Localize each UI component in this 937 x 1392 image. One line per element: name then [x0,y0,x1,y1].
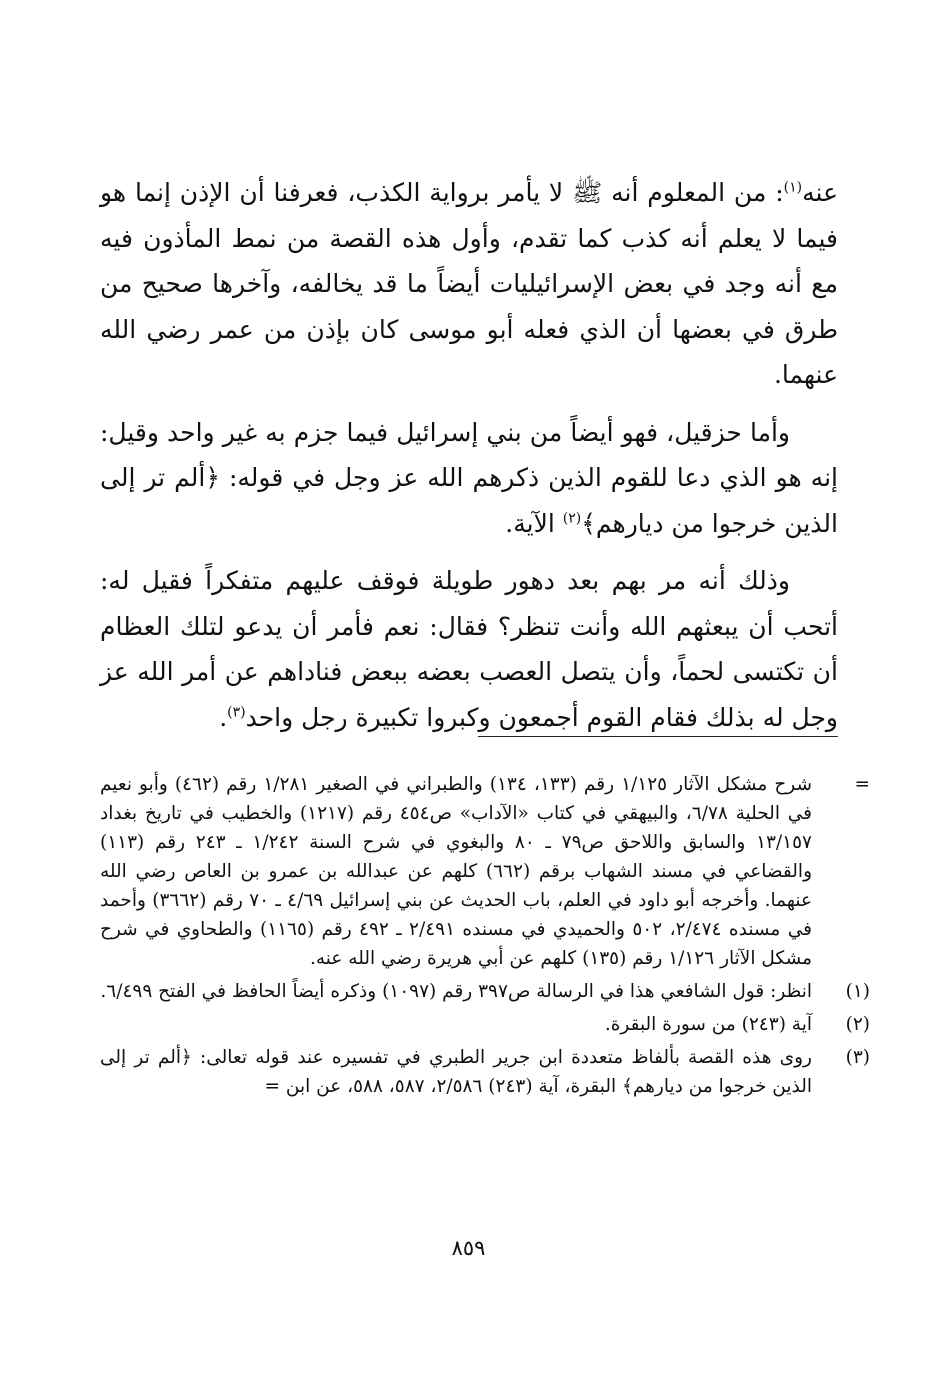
paragraph-2 [100,410,838,547]
footnote-2 [100,1010,870,1039]
paragraph-1-start: عنه [802,178,838,207]
footnote-ref-3[interactable]: (٣) [227,704,246,721]
footnotes-block [100,770,870,1105]
main-text-block [100,170,838,752]
footnote-text: روى هذه القصة بألفاظ متعددة ابن جرير الطبري في تفسيره عند قوله تعالى: ﴿ألم تر إلى الذين خرجوا من ديارهم﴾ البقرة، آية (٢٤٣) ٢/٥٨٦، ٥٨٧، ٥٨٨، عن ابن = [100,1047,812,1097]
paragraph-2-end: الآية. [505,508,563,538]
footnote-divider [478,736,838,737]
footnote-text: آية (٢٤٣) من سورة البقرة. [604,1014,812,1035]
paragraph-3-text: وذلك أنه مر بهم بعد دهور طويلة فوقف عليهم متفكراً فقيل له: أتحب أن يبعثهم الله وأنت تنظر؟ فقال: نعم فأمر أن يدعو لتلك العظام أن تكتسى لحماً، وأن يتصل العصب بعضه ببعض فناداهم عن أمر الله عز وجل له بذلك فقام القوم أجمعون وكبروا تكبيرة رجل واحد [100,566,838,732]
footnote-3 [100,1043,870,1101]
footnote-number: (١) [845,981,870,1002]
footnote-ref-2[interactable]: (٢) [562,510,582,527]
paragraph-3 [100,558,838,740]
footnote-1 [100,977,870,1006]
continuation-mark: = [854,774,870,795]
footnote-number: (٢) [845,1014,870,1035]
footnote-number: (٣) [845,1047,870,1068]
footnote-ref-1[interactable]: (١) [783,179,803,196]
footnote-text: انظر: قول الشافعي هذا في الرسالة ص٣٩٧ رقم (١٠٩٧) وذكره أيضاً الحافظ في الفتح ٦/٤٩٩. [100,981,812,1002]
paragraph-2-text: وأما حزقيل، فهو أيضاً من بني إسرائيل فيما جزم به غير واحد وقيل: إنه هو الذي دعا للقوم الذين ذكرهم الله عز وجل في قوله: ﴿ألم تر إلى الذين خرجوا من ديارهم﴾ [100,417,838,538]
page-number: ٨٥٩ [451,1236,486,1260]
paragraph-1-text: : من المعلوم أنه ﷺ لا يأمر برواية الكذب، فعرفنا أن الإذن إنما هو فيما لا يعلم أنه كذب كما تقدم، وأول هذه القصة من نمط المأذون فيه مع أنه وجد في بعض الإسرائيليات أيضاً ما قد يخالفه، وآخرها صحيح من طرق في بعضها أن الذي فعله أبو موسى كان بإذن من عمر رضي الله عنهما. [100,178,838,389]
paragraph-1 [100,170,838,398]
footnote-continuation [100,770,870,973]
paragraph-3-end: . [219,702,228,732]
continuation-text: شرح مشكل الآثار ١/١٢٥ رقم (١٣٣، ١٣٤) والطبراني في الصغير ١/٢٨١ رقم (٤٦٢) وأبو نعيم في الحلية ٦/٧٨، والبيهقي في كتاب «الآداب» ص٤٥٤ رقم (١٢١٧) والخطيب في تاريخ بغداد ١٣/١٥٧ والسابق واللاحق ص٧٩ ـ ٨٠ والبغوي في شرح السنة ١/٢٤٢ ـ ٢٤٣ رقم (١١٣) والقضاعي في مسند الشهاب برقم (٦٦٢) كلهم عن عبدالله بن عمرو بن العاص رضي الله عنهما. وأخرجه أبو داود في العلم، باب الحديث عن بني إسرائيل ٤/٦٩ ـ ٧٠ رقم (٣٦٦٢) وأحمد في مسنده ٢/٤٧٤، ٥٠٢ والحميدي في مسنده ٢/٤٩١ ـ ٤٩٢ رقم (١١٦٥) والطحاوي في شرح مشكل الآثار ١/١٢٦ رقم (١٣٥) كلهم عن أبي هريرة رضي الله عنه. [100,774,813,969]
